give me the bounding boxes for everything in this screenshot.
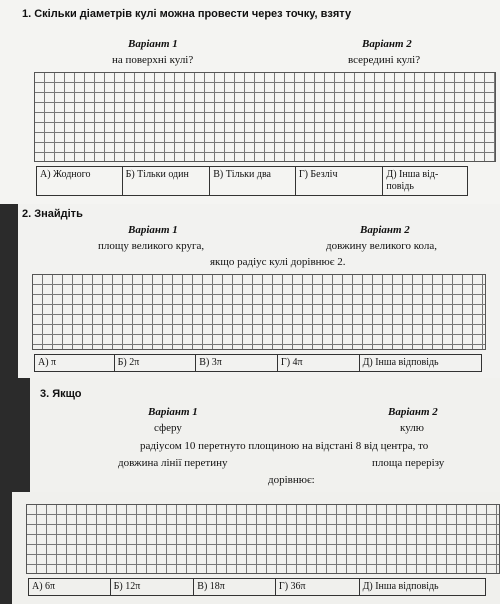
variant-1-label: Варіант 1 <box>128 224 178 236</box>
question-3-heading: 3. Якщо <box>40 388 82 400</box>
question-3-answer-card <box>12 492 500 604</box>
condition-line: радіусом 10 перетнуто площиною на відстані 8 від центра, то <box>140 440 429 452</box>
variant-1-text: сферу <box>154 422 182 434</box>
variant-1-text: площу великого круга, <box>98 240 205 252</box>
answer-option-b[interactable]: Б) 2π <box>115 355 197 371</box>
answer-options-row <box>28 578 486 596</box>
answer-option-b[interactable]: Б) 12π <box>111 579 195 595</box>
question-1-card <box>0 0 500 204</box>
variant-2-label: Варіант 2 <box>362 38 412 50</box>
answer-option-c[interactable]: В) Тільки два <box>210 167 296 195</box>
answer-option-e[interactable]: Д) Інша від-повідь <box>386 169 439 192</box>
answer-option-a[interactable]: А) Жодного <box>37 167 123 195</box>
answer-option-d[interactable]: Г) 36π <box>276 579 360 595</box>
question-2-heading: 2. Знайдіть <box>22 208 83 220</box>
variant-2-text: всередині кулі? <box>348 54 421 66</box>
answer-option-d[interactable]: Г) 4π <box>278 355 360 371</box>
variant-1-label: Варіант 1 <box>148 406 198 418</box>
answer-option-c[interactable]: В) 18π <box>194 579 276 595</box>
variant-1-label: Варіант 1 <box>128 38 178 50</box>
answer-options-row <box>34 354 482 372</box>
answer-option-b[interactable]: Б) Тільки один <box>123 167 211 195</box>
equals-text: дорівнює: <box>268 474 315 486</box>
question-2-card <box>18 204 500 378</box>
question-3-card <box>30 378 500 498</box>
variant-2-text: кулю <box>400 422 424 434</box>
variant-2-text-2: площа перерізу <box>372 457 445 469</box>
answer-option-e[interactable]: Д) Інша відповідь <box>362 357 439 368</box>
answer-option-a[interactable]: А) 6π <box>29 579 111 595</box>
answer-options-row <box>36 166 468 196</box>
variant-2-label: Варіант 2 <box>388 406 438 418</box>
answer-option-a[interactable]: А) π <box>35 355 115 371</box>
variant-2-label: Варіант 2 <box>360 224 410 236</box>
answer-option-c[interactable]: В) 3π <box>196 355 278 371</box>
answer-grid[interactable] <box>26 504 500 574</box>
answer-option-d[interactable]: Г) Безліч <box>296 167 384 195</box>
answer-grid[interactable] <box>34 72 496 162</box>
variant-1-text: на поверхні кулі? <box>112 54 194 66</box>
variant-1-text-2: довжина лінії перетину <box>118 457 228 469</box>
question-1-heading: 1. Скільки діаметрів кулі можна провести через точку, взяту <box>22 8 352 20</box>
variant-2-text: довжину великого кола, <box>326 240 438 252</box>
answer-option-e[interactable]: Д) Інша відповідь <box>362 581 439 592</box>
common-condition-text: якщо радіус кулі дорівнює 2. <box>210 256 346 268</box>
answer-grid[interactable] <box>32 274 486 350</box>
